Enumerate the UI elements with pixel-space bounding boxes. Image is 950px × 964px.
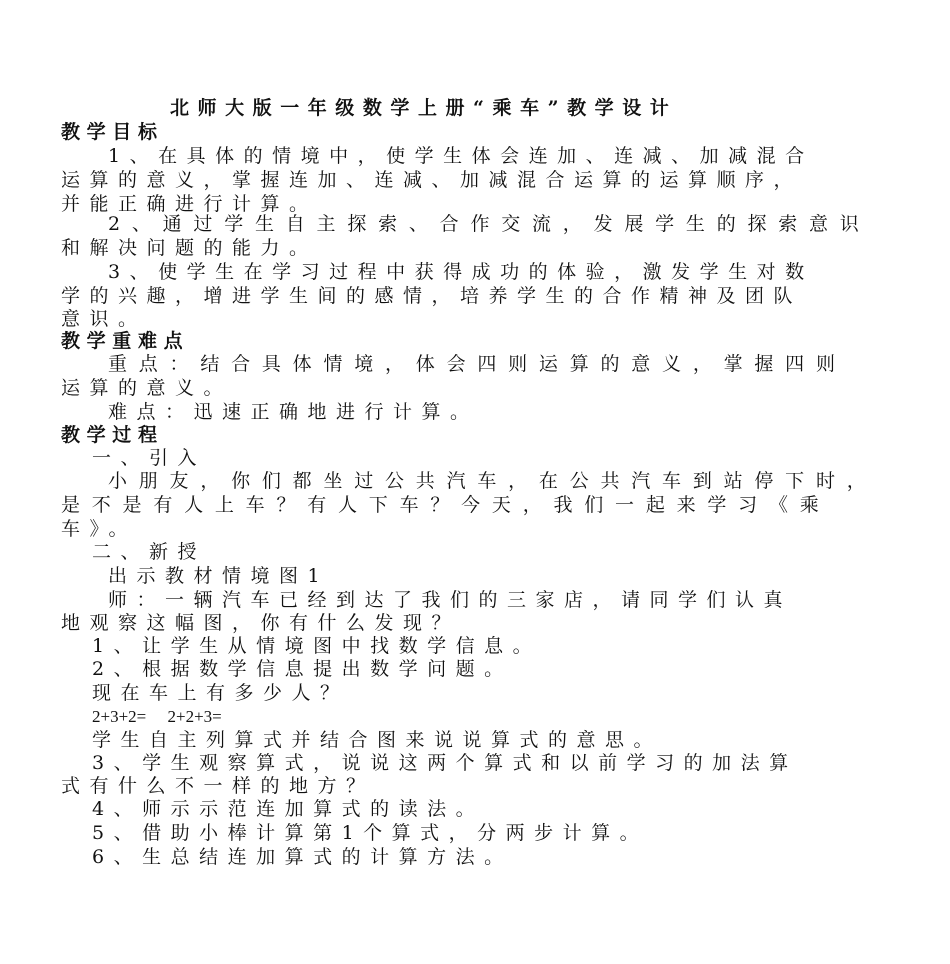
section-heading-goals: 教学目标 — [61, 121, 164, 143]
paragraph-line: 学生自主列算式并结合图来说说算式的意思。 — [92, 729, 663, 751]
paragraph-line: 1、让学生从情境图中找数学信息。 — [92, 635, 542, 657]
paragraph-line: 师：一辆汽车已经到达了我们的三家店，请同学们认真 — [108, 589, 793, 611]
equation-line: 2+3+2= 2+2+3= — [92, 707, 222, 726]
paragraph-line: 2、根据数学信息提出数学问题。 — [92, 658, 513, 680]
paragraph-line: 意识。 — [61, 308, 147, 330]
paragraph-line: 2、通过学生自主探索、合作交流，发展学生的探索意识 — [108, 213, 871, 235]
paragraph-line: 4、师示示范连加算式的读法。 — [92, 798, 485, 820]
paragraph-line: 式有什么不一样的地方？ — [61, 775, 375, 797]
section-heading-process: 教学过程 — [61, 424, 164, 446]
paragraph-line: 6、生总结连加算式的计算方法。 — [92, 846, 513, 868]
paragraph-line: 地观察这幅图，你有什么发现？ — [61, 612, 461, 634]
paragraph-line: 出示教材情境图1 — [108, 565, 330, 587]
section-heading-key-points: 教学重难点 — [61, 330, 190, 352]
paragraph-line: 二、新授 — [92, 541, 207, 563]
paragraph-line: 是不是有人上车？有人下车？今天，我们一起来学习《乘 — [61, 494, 831, 516]
paragraph-line: 3、使学生在学习过程中获得成功的体验，激发学生对数 — [108, 261, 814, 283]
paragraph-line: 运算的意义，掌握连加、连减、加减混合运算的运算顺序， — [61, 169, 803, 191]
document-title: 北师大版一年级数学上册“乘车”教学设计 — [170, 97, 678, 119]
paragraph-line: 现在车上有多少人？ — [92, 682, 349, 704]
paragraph-line: 运算的意义。 — [61, 377, 233, 399]
paragraph-line: 难点：迅速正确地进行计算。 — [108, 401, 479, 423]
paragraph-line: 小朋友，你们都坐过公共汽车，在公共汽车到站停下时， — [108, 470, 878, 492]
paragraph-line: 3、学生观察算式，说说这两个算式和以前学习的加法算 — [92, 752, 798, 774]
paragraph-line: 学的兴趣，增进学生间的感情，培养学生的合作精神及团队 — [61, 285, 803, 307]
paragraph-line: 一、引入 — [92, 447, 207, 469]
paragraph-line: 车》。 — [61, 518, 138, 540]
paragraph-line: 1、在具体的情境中，使学生体会连加、连减、加减混合 — [108, 145, 814, 167]
paragraph-line: 5、借助小棒计算第1个算式，分两步计算。 — [92, 822, 649, 844]
paragraph-line: 和解决问题的能力。 — [61, 237, 318, 259]
paragraph-line: 重点：结合具体情境，体会四则运算的意义，掌握四则 — [108, 353, 847, 375]
paragraph-line: 并能正确进行计算。 — [61, 193, 318, 215]
